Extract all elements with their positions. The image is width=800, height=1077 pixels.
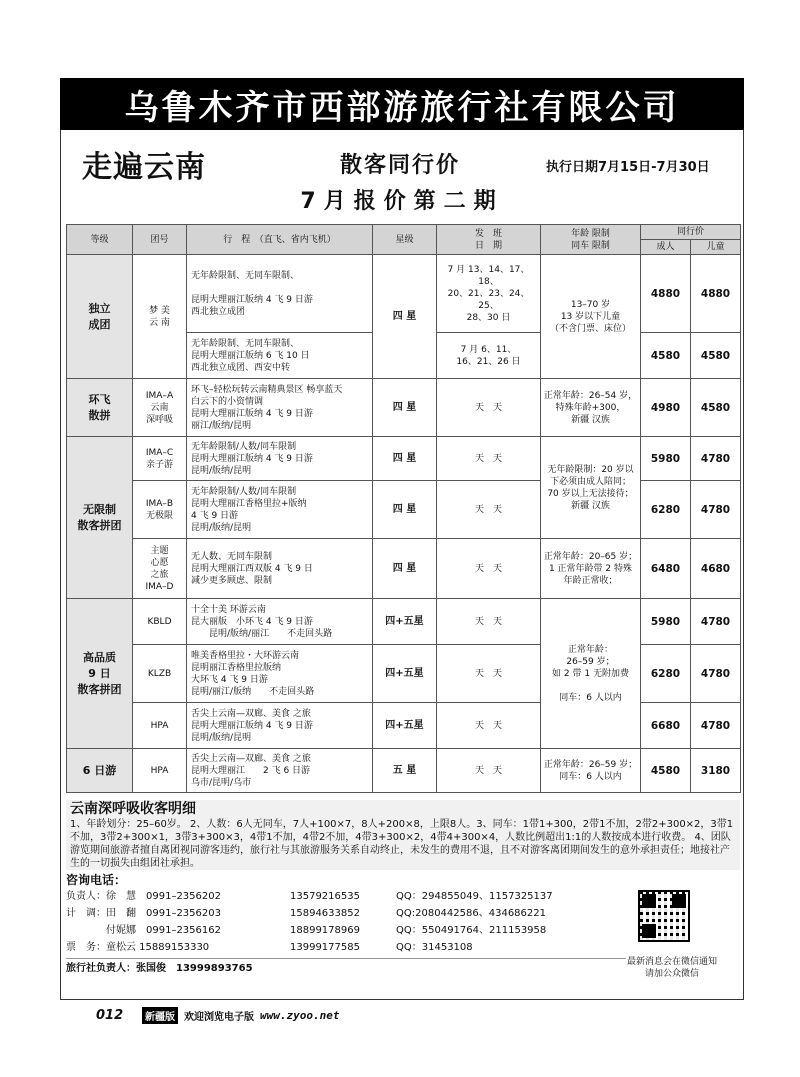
child-price: 4780 bbox=[691, 703, 741, 749]
child-price: 3180 bbox=[691, 749, 741, 793]
header-peer-price: 同行价 bbox=[641, 225, 741, 240]
depart-cell: 天 天 bbox=[437, 703, 541, 749]
star-cell: 五 星 bbox=[373, 749, 437, 793]
age-cell: 正常年龄：26–54 岁， 特殊年龄+300， 新疆 汉族 bbox=[541, 379, 641, 437]
adult-price: 5980 bbox=[641, 599, 691, 645]
child-price: 4680 bbox=[691, 539, 741, 599]
itinerary-cell: 环飞–轻松玩转云南精典景区 畅享蓝天 白云下的小资情调 昆明大理丽江版纳 4 飞 9 日游 丽江/版纳/昆明 bbox=[187, 379, 373, 437]
contact-mobile: 13579216535 bbox=[290, 891, 360, 902]
group-no-cell: 主题 心愿 之旅 IMA–D bbox=[133, 539, 187, 599]
main-title: 走遍云南 bbox=[82, 150, 206, 185]
child-price: 4780 bbox=[691, 481, 741, 539]
adult-price: 6280 bbox=[641, 481, 691, 539]
contact-name: 票 务：童松云 15889153330 bbox=[66, 942, 210, 953]
website-link[interactable]: www.zyoo.net bbox=[260, 1009, 340, 1022]
age-cell: 13–70 岁 13 岁以下儿童 （不含门票、床位） bbox=[541, 255, 641, 379]
company-header: 乌鲁木齐市西部游旅行社有限公司 bbox=[60, 78, 744, 130]
itinerary-cell: 唯美香格里拉・大环游云南 昆明丽江香格里拉版纳 大环飞 4 飞 9 日游 昆明/丽江/版纳 不走回头路 bbox=[187, 645, 373, 703]
grade-cell: 高品质 9 日 散客拼团 bbox=[67, 599, 133, 749]
header-group-no: 团号 bbox=[133, 225, 187, 255]
itinerary-cell: 舌尖上云南—双廊、美食 之旅 昆明大理丽江 2 飞 6 日游 乌市/昆明/乌市 bbox=[187, 749, 373, 793]
contact-mobile: 18899178969 bbox=[290, 925, 360, 936]
contact-mobile: 15894633852 bbox=[290, 908, 360, 919]
depart-cell: 天 天 bbox=[437, 437, 541, 481]
contact-name: 付妮娜 0991–2356162 bbox=[66, 925, 221, 936]
notes-title: 云南深呼吸收客明细 bbox=[70, 801, 196, 817]
star-cell: 四 星 bbox=[373, 255, 437, 379]
title-row bbox=[60, 134, 744, 186]
age-cell: 正常年龄： 26–59 岁； 如 2 带 1 无附加费 同车：6 人以内 bbox=[541, 599, 641, 749]
adult-price: 4980 bbox=[641, 379, 691, 437]
group-no-cell: KBLD bbox=[133, 599, 187, 645]
age-cell: 正常年龄：26–59 岁； 同车：6 人以内 bbox=[541, 749, 641, 793]
table-row bbox=[67, 599, 741, 645]
group-no-cell: IMA–B 无极限 bbox=[133, 481, 187, 539]
grade-cell: 环飞 散拼 bbox=[67, 379, 133, 437]
contact-qq: QQ：294855049、1157325137 bbox=[396, 891, 553, 902]
itinerary-cell: 无年龄限制、无同车限制、 昆明大理丽江版纳 6 飞 10 日 西北独立成团、西安中转 bbox=[187, 333, 373, 379]
contact-qq: QQ：31453108 bbox=[396, 942, 473, 953]
table-row bbox=[67, 539, 741, 599]
age-cell: 无年龄限制：20 岁以 下必须由成人陪同； 70 岁以上无法接待； 新疆 汉族 bbox=[541, 437, 641, 539]
header-itinerary: 行 程 （直飞、省内飞机） bbox=[187, 225, 373, 255]
group-no-cell: 梦 美 云 南 bbox=[133, 255, 187, 379]
itinerary-cell: 无年龄限制、无同车限制、 昆明大理丽江版纳 4 飞 9 日游 西北独立成团 bbox=[187, 255, 373, 333]
itinerary-cell: 无年龄限制/人数/同车限制 昆明大理丽江香格里拉+版纳 4 飞 9 日游 昆明/版纳/昆明 bbox=[187, 481, 373, 539]
notes-text: 1、年龄划分：25–60岁。 2、人数：6人无同车，7人+100×7，8人+200×8，上限8人。3、同车：1带1+300，2带1不加，2带2+300×2，3带1不加，3带2+300×1，3带3+300×3，4带1不加，4带2不加，4带3+300×2，4带4+300×4，人数比例超出1:1的人数按成本进行收费。 4、团队游览期间旅游者擅自离团视同游客违约，旅行社与其旅游服务关系自动终止，未发生的费用不退，且不对游客离团期间发生的意外承担责任；地接社产生的一切损失由组团社承担。 bbox=[70, 819, 734, 869]
page-footer bbox=[96, 1007, 339, 1024]
grade-cell: 独立 成团 bbox=[67, 255, 133, 379]
issue-title: 7月报价第二期 bbox=[300, 189, 504, 214]
child-price: 4780 bbox=[691, 645, 741, 703]
star-cell: 四+五星 bbox=[373, 645, 437, 703]
header-grade: 等级 bbox=[67, 225, 133, 255]
child-price: 4880 bbox=[691, 255, 741, 333]
depart-cell: 天 天 bbox=[437, 599, 541, 645]
adult-price: 5980 bbox=[641, 437, 691, 481]
adult-price: 4580 bbox=[641, 333, 691, 379]
adult-price: 6680 bbox=[641, 703, 691, 749]
contact-qq: QQ:2080442586、434686221 bbox=[396, 908, 546, 919]
depart-cell: 天 天 bbox=[437, 539, 541, 599]
star-cell: 四 星 bbox=[373, 379, 437, 437]
grade-cell: 无限制 散客拼团 bbox=[67, 437, 133, 599]
adult-price: 6280 bbox=[641, 645, 691, 703]
page-number: 012 bbox=[96, 1008, 124, 1023]
group-no-cell: HPA bbox=[133, 749, 187, 793]
star-cell: 四+五星 bbox=[373, 703, 437, 749]
itinerary-cell: 无年龄限制/人数/同车限制 昆明大理丽江版纳 4 飞 9 日游 昆明/版纳/昆明 bbox=[187, 437, 373, 481]
star-cell: 四+五星 bbox=[373, 599, 437, 645]
group-no-cell: HPA bbox=[133, 703, 187, 749]
adult-price: 6480 bbox=[641, 539, 691, 599]
group-no-cell: KLZB bbox=[133, 645, 187, 703]
star-cell: 四 星 bbox=[373, 539, 437, 599]
header-star: 星级 bbox=[373, 225, 437, 255]
booking-notes bbox=[66, 800, 740, 870]
child-price: 4780 bbox=[691, 599, 741, 645]
group-no-cell: IMA–C 亲子游 bbox=[133, 437, 187, 481]
contact-name: 负责人：徐 慧 0991–2356202 bbox=[66, 891, 221, 902]
depart-cell: 7 月 6、11、 16、21、26 日 bbox=[437, 333, 541, 379]
itinerary-cell: 十全十美 环游云南 昆大丽版 小环飞 4 飞 9 日游 昆明/版纳/丽江 不走回头路 bbox=[187, 599, 373, 645]
welcome-text: 欢迎浏览电子版 bbox=[184, 1012, 254, 1023]
depart-cell: 7 月 13、14、17、18、 20、21、23、24、25、 28、30 日 bbox=[437, 255, 541, 333]
depart-cell: 天 天 bbox=[437, 481, 541, 539]
subtitle: 散客同行价 bbox=[340, 153, 461, 178]
child-price: 4580 bbox=[691, 379, 741, 437]
contact-name: 计 调：田 翻 0991–2356203 bbox=[66, 908, 221, 919]
table-row bbox=[67, 379, 741, 437]
depart-cell: 天 天 bbox=[437, 749, 541, 793]
edition-badge: 新疆版 bbox=[142, 1007, 178, 1024]
header-adult: 成人 bbox=[641, 240, 691, 255]
age-cell: 正常年龄：20–65 岁； 1 正常年龄带 2 特殊 年龄正常收； bbox=[541, 539, 641, 599]
grade-cell: 6 日游 bbox=[67, 749, 133, 793]
child-price: 4580 bbox=[691, 333, 741, 379]
adult-price: 4580 bbox=[641, 749, 691, 793]
star-cell: 四 星 bbox=[373, 437, 437, 481]
header-child: 儿童 bbox=[691, 240, 741, 255]
table-row bbox=[67, 437, 741, 481]
group-no-cell: IMA–A 云南 深呼吸 bbox=[133, 379, 187, 437]
table-row bbox=[67, 749, 741, 793]
contact-qq: QQ：550491764、211153958 bbox=[396, 925, 547, 936]
header-depart: 发 班 日 期 bbox=[437, 225, 541, 255]
contact-mobile: 13999177585 bbox=[290, 942, 360, 953]
qr-caption: 最新消息会在微信通知 请加公众微信 bbox=[626, 957, 717, 979]
header-age-limit: 年龄 限制 同车 限制 bbox=[541, 225, 641, 255]
table-row bbox=[67, 255, 741, 333]
depart-cell: 天 天 bbox=[437, 645, 541, 703]
adult-price: 4880 bbox=[641, 255, 691, 333]
itinerary-cell: 舌尖上云南—双廊、美食 之旅 昆明大理丽江版纳 4 飞 9 日游 昆明/版纳/昆明 bbox=[187, 703, 373, 749]
wechat-qr-code[interactable] bbox=[638, 890, 690, 942]
price-table bbox=[66, 224, 741, 793]
depart-cell: 天 天 bbox=[437, 379, 541, 437]
execution-dates: 执行日期7月15日-7月30日 bbox=[546, 160, 710, 175]
contact-title: 咨询电话： bbox=[66, 873, 127, 887]
agency-head: 旅行社负责人：张国俊 13999893765 bbox=[66, 958, 626, 977]
star-cell: 四 星 bbox=[373, 481, 437, 539]
child-price: 4780 bbox=[691, 437, 741, 481]
itinerary-cell: 无人数、无同车限制 昆明大理丽江西双版 4 飞 9 日 减少更多顾虑、限制 bbox=[187, 539, 373, 599]
